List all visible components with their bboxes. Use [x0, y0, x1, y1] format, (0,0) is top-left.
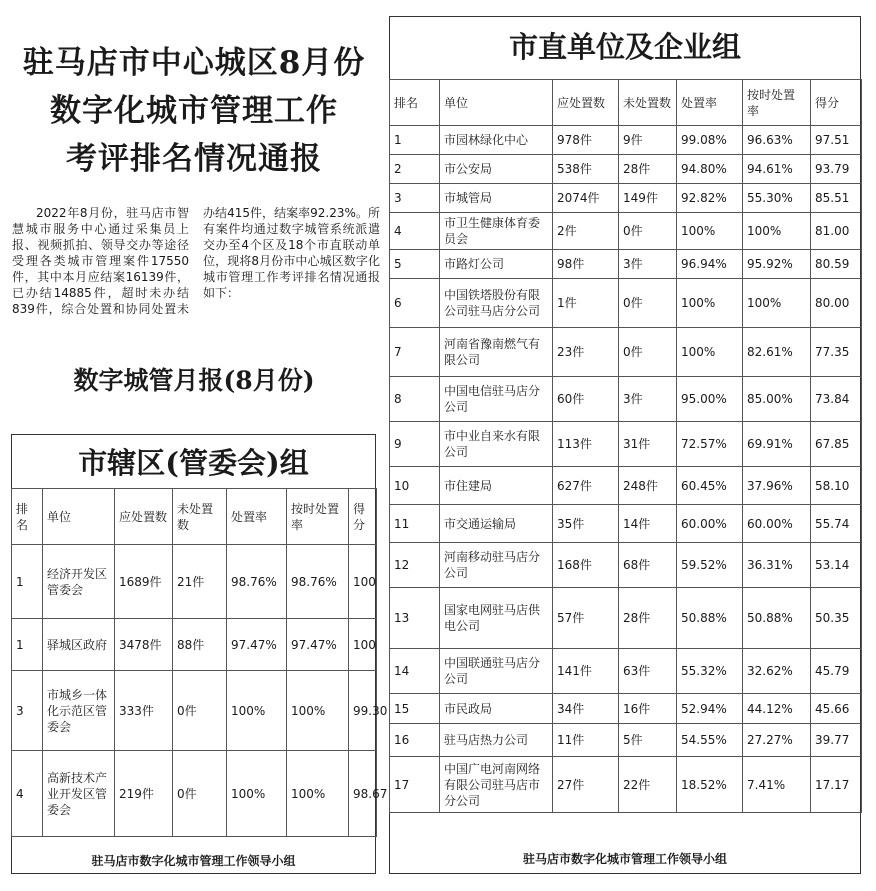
table-cell: 32.62% — [743, 649, 811, 694]
table-cell: 0件 — [173, 751, 227, 837]
table-cell: 100% — [227, 751, 287, 837]
table-cell: 市民政局 — [440, 694, 553, 724]
table-cell: 54.55% — [677, 724, 743, 757]
table-cell: 22件 — [619, 757, 677, 813]
table-cell: 50.88% — [677, 588, 743, 649]
header-row — [12, 489, 377, 545]
table-cell: 85.00% — [743, 377, 811, 422]
table-cell: 333件 — [115, 671, 173, 751]
district-group-title: 市辖区(管委会)组 — [78, 446, 309, 480]
table-cell: 7 — [390, 328, 440, 377]
table-cell: 97.47% — [287, 619, 349, 671]
table-cell: 12 — [390, 543, 440, 588]
table-cell: 68件 — [619, 543, 677, 588]
table-cell: 55.30% — [743, 184, 811, 213]
table-cell: 58.10 — [811, 467, 862, 505]
table-cell: 14 — [390, 649, 440, 694]
table-cell: 1 — [12, 545, 43, 619]
district-ranking-table — [11, 488, 388, 837]
table-cell: 100 — [349, 619, 377, 671]
table-cell: 99.30 — [349, 671, 377, 751]
direct-footer: 驻马店市数字化城市管理工作领导小组 — [522, 852, 727, 866]
column-header: 未处置数 — [619, 80, 677, 126]
table-cell: 中国电信驻马店分公司 — [440, 377, 553, 422]
table-cell: 80.59 — [811, 250, 862, 279]
table-row — [390, 467, 862, 505]
table-cell: 98件 — [553, 250, 619, 279]
table-cell: 0件 — [619, 213, 677, 250]
table-cell: 17 — [390, 757, 440, 813]
table-cell: 93.79 — [811, 155, 862, 184]
table-cell: 85.51 — [811, 184, 862, 213]
table-cell: 95.00% — [677, 377, 743, 422]
table-cell: 11 — [390, 505, 440, 543]
table-cell: 627件 — [553, 467, 619, 505]
table-row — [12, 751, 377, 837]
table-cell: 100% — [677, 279, 743, 328]
table-cell: 63件 — [619, 649, 677, 694]
table-cell: 9件 — [619, 126, 677, 155]
table-cell: 219件 — [115, 751, 173, 837]
column-header: 未处置数 — [173, 489, 227, 545]
table-cell: 2件 — [553, 213, 619, 250]
table-cell: 92.82% — [677, 184, 743, 213]
table-cell: 55.32% — [677, 649, 743, 694]
table-cell: 538件 — [553, 155, 619, 184]
table-cell: 23件 — [553, 328, 619, 377]
table-cell: 44.12% — [743, 694, 811, 724]
table-cell: 28件 — [619, 588, 677, 649]
table-cell: 60.00% — [677, 505, 743, 543]
table-cell: 60.00% — [743, 505, 811, 543]
column-header: 单位 — [440, 80, 553, 126]
table-cell: 4 — [12, 751, 43, 837]
table-cell: 河南移动驻马店分公司 — [440, 543, 553, 588]
table-row — [390, 126, 862, 155]
column-header: 得分 — [349, 489, 377, 545]
table-cell: 81.00 — [811, 213, 862, 250]
header-row — [390, 80, 862, 126]
table-cell: 2074件 — [553, 184, 619, 213]
column-header: 应处置数 — [115, 489, 173, 545]
table-cell: 99.08% — [677, 126, 743, 155]
headline-line-3: 考评排名情况通报 — [66, 141, 322, 177]
table-cell: 97.51 — [811, 126, 862, 155]
table-cell: 39.77 — [811, 724, 862, 757]
table-row — [390, 649, 862, 694]
table-cell: 60.45% — [677, 467, 743, 505]
table-row — [12, 619, 377, 671]
table-cell: 市住建局 — [440, 467, 553, 505]
table-cell: 53.14 — [811, 543, 862, 588]
table-cell: 市城管局 — [440, 184, 553, 213]
table-row — [12, 545, 377, 619]
table-cell: 17.17 — [811, 757, 862, 813]
table-cell: 141件 — [553, 649, 619, 694]
table-cell: 50.88% — [743, 588, 811, 649]
table-row — [390, 155, 862, 184]
table-cell: 16 — [390, 724, 440, 757]
table-cell: 96.94% — [677, 250, 743, 279]
table-cell: 248件 — [619, 467, 677, 505]
table-cell: 15 — [390, 694, 440, 724]
table-row — [390, 250, 862, 279]
table-cell: 73.84 — [811, 377, 862, 422]
table-cell: 3478件 — [115, 619, 173, 671]
table-cell: 69.91% — [743, 422, 811, 467]
table-cell: 55.74 — [811, 505, 862, 543]
table-cell: 45.66 — [811, 694, 862, 724]
table-cell: 88件 — [173, 619, 227, 671]
table-cell: 97.47% — [227, 619, 287, 671]
headline-line-1: 驻马店市中心城区8月份 — [22, 45, 366, 81]
table-cell: 16件 — [619, 694, 677, 724]
table-row — [390, 724, 862, 757]
table-cell: 0件 — [619, 279, 677, 328]
table-cell: 市卫生健康体育委员会 — [440, 213, 553, 250]
table-cell: 100% — [677, 328, 743, 377]
table-cell: 72.57% — [677, 422, 743, 467]
table-cell: 中国铁塔股份有限公司驻马店分公司 — [440, 279, 553, 328]
table-cell: 59.52% — [677, 543, 743, 588]
headline-line-2: 数字化城市管理工作 — [50, 93, 338, 129]
table-cell: 168件 — [553, 543, 619, 588]
column-header: 单位 — [43, 489, 115, 545]
table-cell: 45.79 — [811, 649, 862, 694]
table-row — [390, 213, 862, 250]
table-cell: 96.63% — [743, 126, 811, 155]
table-cell: 98.76% — [287, 545, 349, 619]
table-cell: 9 — [390, 422, 440, 467]
table-cell: 100% — [287, 751, 349, 837]
table-cell: 经济开发区管委会 — [43, 545, 115, 619]
column-header: 得分 — [811, 80, 862, 126]
table-cell: 1件 — [553, 279, 619, 328]
table-cell: 11件 — [553, 724, 619, 757]
table-row — [390, 279, 862, 328]
table-cell: 36.31% — [743, 543, 811, 588]
table-cell: 113件 — [553, 422, 619, 467]
table-cell: 100% — [743, 279, 811, 328]
table-row — [390, 588, 862, 649]
column-header: 处置率 — [677, 80, 743, 126]
table-cell: 5件 — [619, 724, 677, 757]
table-cell: 4 — [390, 213, 440, 250]
table-cell: 中国联通驻马店分公司 — [440, 649, 553, 694]
table-cell: 31件 — [619, 422, 677, 467]
table-cell: 27.27% — [743, 724, 811, 757]
table-cell: 0件 — [173, 671, 227, 751]
table-cell: 100 — [349, 545, 377, 619]
table-cell: 1 — [12, 619, 43, 671]
table-cell: 10 — [390, 467, 440, 505]
table-cell: 高新技术产业开发区管委会 — [43, 751, 115, 837]
column-header: 按时处置率 — [743, 80, 811, 126]
monthly-report-title: 数字城管月报(8月份) — [73, 366, 315, 395]
table-row — [390, 694, 862, 724]
table-cell: 河南省豫南燃气有限公司 — [440, 328, 553, 377]
table-cell: 94.80% — [677, 155, 743, 184]
table-cell: 21件 — [173, 545, 227, 619]
table-row — [390, 377, 862, 422]
direct-group-title: 市直单位及企业组 — [508, 30, 741, 64]
table-cell: 3 — [12, 671, 43, 751]
column-header: 排名 — [12, 489, 43, 545]
table-cell: 67.85 — [811, 422, 862, 467]
column-header: 排名 — [390, 80, 440, 126]
table-cell: 100% — [743, 213, 811, 250]
table-cell: 27件 — [553, 757, 619, 813]
district-footer: 驻马店市数字化城市管理工作领导小组 — [91, 854, 296, 868]
table-cell: 28件 — [619, 155, 677, 184]
table-row — [390, 328, 862, 377]
table-cell: 6 — [390, 279, 440, 328]
table-cell: 中国广电河南网络有限公司驻马店市分公司 — [440, 757, 553, 813]
table-cell: 国家电网驻马店供电公司 — [440, 588, 553, 649]
table-cell: 1689件 — [115, 545, 173, 619]
table-cell: 57件 — [553, 588, 619, 649]
table-row — [390, 543, 862, 588]
table-cell: 52.94% — [677, 694, 743, 724]
table-cell: 35件 — [553, 505, 619, 543]
column-header: 应处置数 — [553, 80, 619, 126]
table-cell: 149件 — [619, 184, 677, 213]
table-cell: 18.52% — [677, 757, 743, 813]
table-cell: 3 — [390, 184, 440, 213]
table-cell: 驿城区政府 — [43, 619, 115, 671]
table-cell: 市公安局 — [440, 155, 553, 184]
table-cell: 13 — [390, 588, 440, 649]
table-cell: 7.41% — [743, 757, 811, 813]
table-row — [390, 757, 862, 813]
direct-ranking-table — [389, 79, 862, 813]
table-cell: 市路灯公司 — [440, 250, 553, 279]
table-row — [390, 422, 862, 467]
table-row — [12, 671, 377, 751]
table-cell: 37.96% — [743, 467, 811, 505]
table-cell: 60件 — [553, 377, 619, 422]
table-cell: 8 — [390, 377, 440, 422]
table-cell: 77.35 — [811, 328, 862, 377]
intro-paragraph: 2022年8月份，驻马店市智慧城市服务中心通过采集员上报、视频抓拍、领导交办等途径受理各类城市管理案件17550件，其中本月应结案16139件，已办结14885件，超时未办结839件，综合处置和协同处置未办结415件，结案率92.23%。所有案件均通过数字城管系统派遣交办至4个区及18个市直联动单位，现将8月份市中心城区数字化城市管理工作考评排名情况通报如下： — [12, 206, 380, 316]
table-cell: 市交通运输局 — [440, 505, 553, 543]
table-cell: 5 — [390, 250, 440, 279]
table-cell: 市城乡一体化示范区管委会 — [43, 671, 115, 751]
table-cell: 14件 — [619, 505, 677, 543]
column-header: 处置率 — [227, 489, 287, 545]
table-cell: 95.92% — [743, 250, 811, 279]
table-row — [390, 505, 862, 543]
table-cell: 0件 — [619, 328, 677, 377]
table-cell: 市中业自来水有限公司 — [440, 422, 553, 467]
table-cell: 50.35 — [811, 588, 862, 649]
table-cell: 3件 — [619, 250, 677, 279]
table-cell: 98.67 — [349, 751, 377, 837]
table-cell: 市园林绿化中心 — [440, 126, 553, 155]
table-row — [390, 184, 862, 213]
table-cell: 100% — [227, 671, 287, 751]
table-cell: 978件 — [553, 126, 619, 155]
table-cell: 2 — [390, 155, 440, 184]
table-cell: 100% — [287, 671, 349, 751]
column-header: 按时处置率 — [287, 489, 349, 545]
table-cell: 80.00 — [811, 279, 862, 328]
table-cell: 94.61% — [743, 155, 811, 184]
table-cell: 3件 — [619, 377, 677, 422]
table-cell: 1 — [390, 126, 440, 155]
table-cell: 82.61% — [743, 328, 811, 377]
table-cell: 驻马店热力公司 — [440, 724, 553, 757]
table-cell: 34件 — [553, 694, 619, 724]
table-cell: 100% — [677, 213, 743, 250]
table-cell: 98.76% — [227, 545, 287, 619]
